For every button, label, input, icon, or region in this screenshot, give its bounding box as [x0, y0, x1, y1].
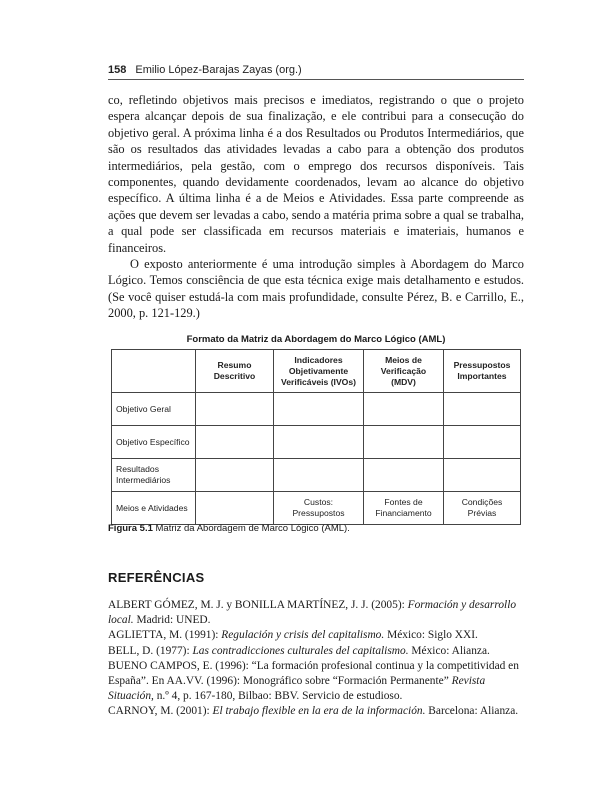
table-row [112, 426, 521, 459]
reference-entry [108, 644, 524, 659]
table-cell [444, 393, 521, 426]
reference-text: AGLIETTA, M. (1991): [108, 629, 222, 642]
running-header [108, 64, 524, 80]
table-cell [274, 459, 364, 492]
column-header: Resumo Descritivo [196, 350, 274, 393]
table-cell: Fontes de Financiamento [364, 492, 444, 525]
logical-framework-matrix [111, 349, 521, 525]
table-cell [274, 426, 364, 459]
reference-text: ALBERT GÓMEZ, M. J. y BONILLA MARTÍNEZ, J. J. (2005): [108, 599, 408, 611]
column-header: Indicadores Objetivamente Verificáveis (IVOs) [274, 350, 364, 393]
reference-text: BELL, D. (1977): [108, 644, 193, 657]
reference-text: México: Alianza. [408, 644, 490, 657]
table-cell: Custos: Pressupostos [274, 492, 364, 525]
figure-label: Figura 5.1 [108, 523, 153, 534]
reference-text: Barcelona: Alianza. [425, 705, 519, 718]
table-row [112, 393, 521, 426]
table-cell [196, 426, 274, 459]
page-number: 158 [108, 64, 127, 76]
reference-entry [108, 659, 524, 705]
reference-text: BUENO CAMPOS, E. (1996): “La formación profesional continua y la competitividad en España”. En AA.VV. (1996): Monográfico sobre “Formación Permanente” [108, 659, 519, 688]
row-header: Resultados Intermediários [112, 459, 196, 492]
reference-entry [108, 704, 524, 719]
paragraph: co, refletindo objetivos mais precisos e imediatos, registrando o que o projeto espera alcançar depois de sua finalização, e ele contribui para a consecução do objetivo geral. A próxima linha é a dos Resultados ou Produtos Intermediários, que são os resultados das atividades levadas a cabo para a obtenção dos produtos intermediários, pela gestão, com o emprego dos recursos disponíveis. Tais componentes, quando devidamente coordenados, levam ao alcance do objetivo específico. A última linha é a de Meios e Atividades. Essa parte compreende as ações que devem ser levadas a cabo, sendo a matéria prima sobre a qual se trabalha, a qual pode ser classificada em recursos materiais e imateriais, humanos e financeiros. [108, 93, 524, 255]
figure-caption-text: Matriz da Abordagem de Marco Lógico (AML). [152, 523, 350, 534]
reference-text: n.º 4, p. 167-180, Bilbao: BBV. Servicio de estudioso. [153, 690, 403, 703]
references-list [108, 598, 524, 720]
column-header: Pressupostos Importantes [444, 350, 521, 393]
table-cell [364, 393, 444, 426]
reference-title: El trabajo flexible en la era de la información. [212, 705, 426, 718]
table-cell [444, 426, 521, 459]
reference-text: México: Siglo XXI. [384, 629, 478, 642]
running-title: Emilio López-Barajas Zayas (org.) [135, 64, 302, 76]
row-header: Meios e Atividades [112, 492, 196, 525]
reference-text: CARNOY, M. (2001): [108, 705, 213, 718]
paragraph: O exposto anteriormente é uma introdução simples à Abordagem do Marco Lógico. Temos consciência de que esta técnica exige mais detalhamento e estudos. (Se você quiser estudá-la com mais profundidade, consulte Pérez, B. e Carrillo, E., 2000, p. 121-129.) [108, 257, 524, 321]
reference-text: Madrid: UNED. [133, 614, 211, 627]
row-header: Objetivo Específico [112, 426, 196, 459]
column-header: Meios de Verificação (MDV) [364, 350, 444, 393]
reference-entry [108, 628, 524, 643]
reference-title: Formación y desarrollo local. [108, 599, 517, 627]
table-cell [196, 459, 274, 492]
reference-title: Las contradicciones culturales del capitalismo. [192, 644, 409, 657]
figure-caption [108, 523, 524, 534]
table-cell: Condições Prévias [444, 492, 521, 525]
table-cell [364, 426, 444, 459]
table-row [112, 492, 521, 525]
table-cell [274, 393, 364, 426]
reference-entry [108, 598, 524, 628]
table-title: Formato da Matriz da Abordagem do Marco Lógico (AML) [186, 334, 446, 345]
table-cell [196, 492, 274, 525]
references-heading: REFERÊNCIAS [108, 570, 205, 585]
table-row [112, 459, 521, 492]
body-text [108, 92, 524, 322]
column-header [112, 350, 196, 393]
row-header: Objetivo Geral [112, 393, 196, 426]
table-cell [196, 393, 274, 426]
reference-title: Regulación y crisis del capitalismo. [221, 629, 385, 642]
reference-title: Revista Situación, [108, 675, 486, 703]
table-cell [444, 459, 521, 492]
table-header-row [112, 350, 521, 393]
table-cell [364, 459, 444, 492]
